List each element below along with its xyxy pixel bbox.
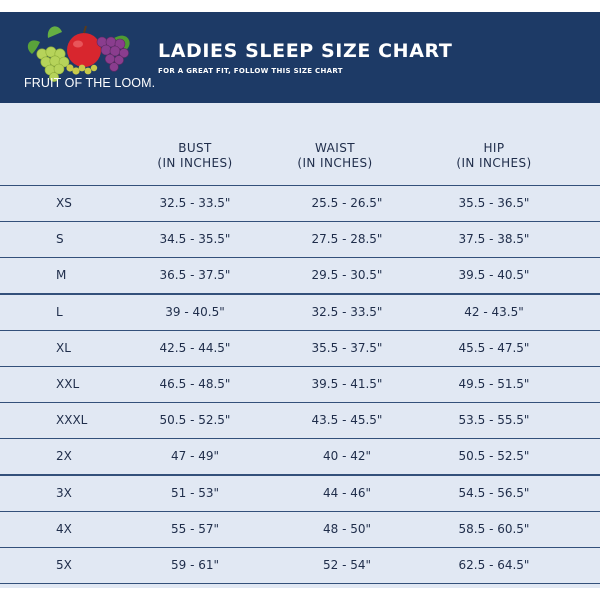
hip-cell: 42 - 43.5": [464, 304, 524, 319]
hip-cell: 37.5 - 38.5": [458, 232, 530, 247]
table-row: [0, 475, 600, 511]
waist-cell: 52 - 54": [322, 558, 372, 572]
bust-cell: 51 - 53": [170, 485, 220, 500]
waist-cell: 39.5 - 41.5": [311, 377, 383, 391]
bust-cell: 32.5 - 33.5": [159, 196, 231, 210]
size-cell: XS: [56, 196, 72, 210]
table-row: [0, 547, 600, 583]
size-cell: 2X: [56, 449, 72, 464]
size-cell: L: [56, 304, 63, 319]
bust-cell: 47 - 49": [170, 449, 220, 464]
waist-cell: 27.5 - 28.5": [311, 232, 383, 247]
brand-name: FRUIT OF THE LOOM.: [24, 76, 156, 90]
page-subtitle: FOR A GREAT FIT, FOLLOW THIS SIZE CHART: [158, 67, 343, 75]
table-row: [0, 221, 600, 257]
waist-cell: 35.5 - 37.5": [311, 340, 383, 355]
table-row: [0, 402, 600, 438]
hip-cell: 50.5 - 52.5": [458, 449, 530, 464]
column-header-title: BUST: [178, 141, 212, 155]
size-cell: 5X: [56, 558, 72, 572]
bust-cell: 59 - 61": [170, 558, 220, 572]
column-header-bust: [115, 141, 275, 171]
hip-cell: 39.5 - 40.5": [458, 268, 530, 283]
table-row: [0, 257, 600, 293]
page-title: LADIES SLEEP SIZE CHART: [158, 40, 453, 62]
bust-cell: 50.5 - 52.5": [159, 413, 231, 428]
waist-cell: 40 - 42": [322, 449, 372, 464]
waist-cell: 48 - 50": [322, 521, 372, 536]
waist-cell: 25.5 - 26.5": [311, 196, 383, 210]
table-row: [0, 366, 600, 402]
column-header-hip: [414, 141, 574, 171]
size-cell: 4X: [56, 521, 72, 536]
bust-cell: 39 - 40.5": [165, 304, 225, 319]
table-row: [0, 185, 600, 221]
waist-cell: 32.5 - 33.5": [311, 304, 383, 319]
table-row: [0, 438, 600, 474]
size-cell: XXL: [56, 377, 80, 391]
size-chart: [0, 12, 600, 588]
bust-cell: 34.5 - 35.5": [159, 232, 231, 247]
hip-cell: 54.5 - 56.5": [458, 485, 530, 500]
column-header-title: HIP: [483, 141, 505, 155]
size-cell: XL: [56, 340, 71, 355]
size-cell: M: [56, 268, 67, 283]
row-divider: [0, 583, 600, 584]
table-row: [0, 294, 600, 330]
column-header-waist: [255, 141, 415, 171]
hip-cell: 45.5 - 47.5": [458, 340, 530, 355]
column-header-unit: (IN INCHES): [297, 156, 373, 170]
column-header-unit: (IN INCHES): [456, 156, 532, 170]
column-header-title: WAIST: [315, 141, 355, 155]
table-row: [0, 511, 600, 547]
table-row: [0, 330, 600, 366]
hip-cell: 53.5 - 55.5": [458, 413, 530, 428]
column-header-unit: (IN INCHES): [157, 156, 233, 170]
header-banner: [0, 12, 600, 103]
bust-cell: 36.5 - 37.5": [159, 268, 231, 283]
waist-cell: 29.5 - 30.5": [311, 268, 383, 283]
waist-cell: 44 - 46": [322, 485, 372, 500]
hip-cell: 58.5 - 60.5": [458, 521, 530, 536]
waist-cell: 43.5 - 45.5": [311, 413, 383, 428]
size-cell: XXXL: [56, 413, 88, 428]
hip-cell: 49.5 - 51.5": [458, 377, 530, 391]
size-table: [0, 103, 600, 588]
hip-cell: 35.5 - 36.5": [458, 196, 530, 210]
size-cell: S: [56, 232, 64, 247]
bust-cell: 55 - 57": [170, 521, 220, 536]
hip-cell: 62.5 - 64.5": [458, 558, 530, 572]
size-cell: 3X: [56, 485, 72, 500]
bust-cell: 46.5 - 48.5": [159, 377, 231, 391]
bust-cell: 42.5 - 44.5": [159, 340, 231, 355]
